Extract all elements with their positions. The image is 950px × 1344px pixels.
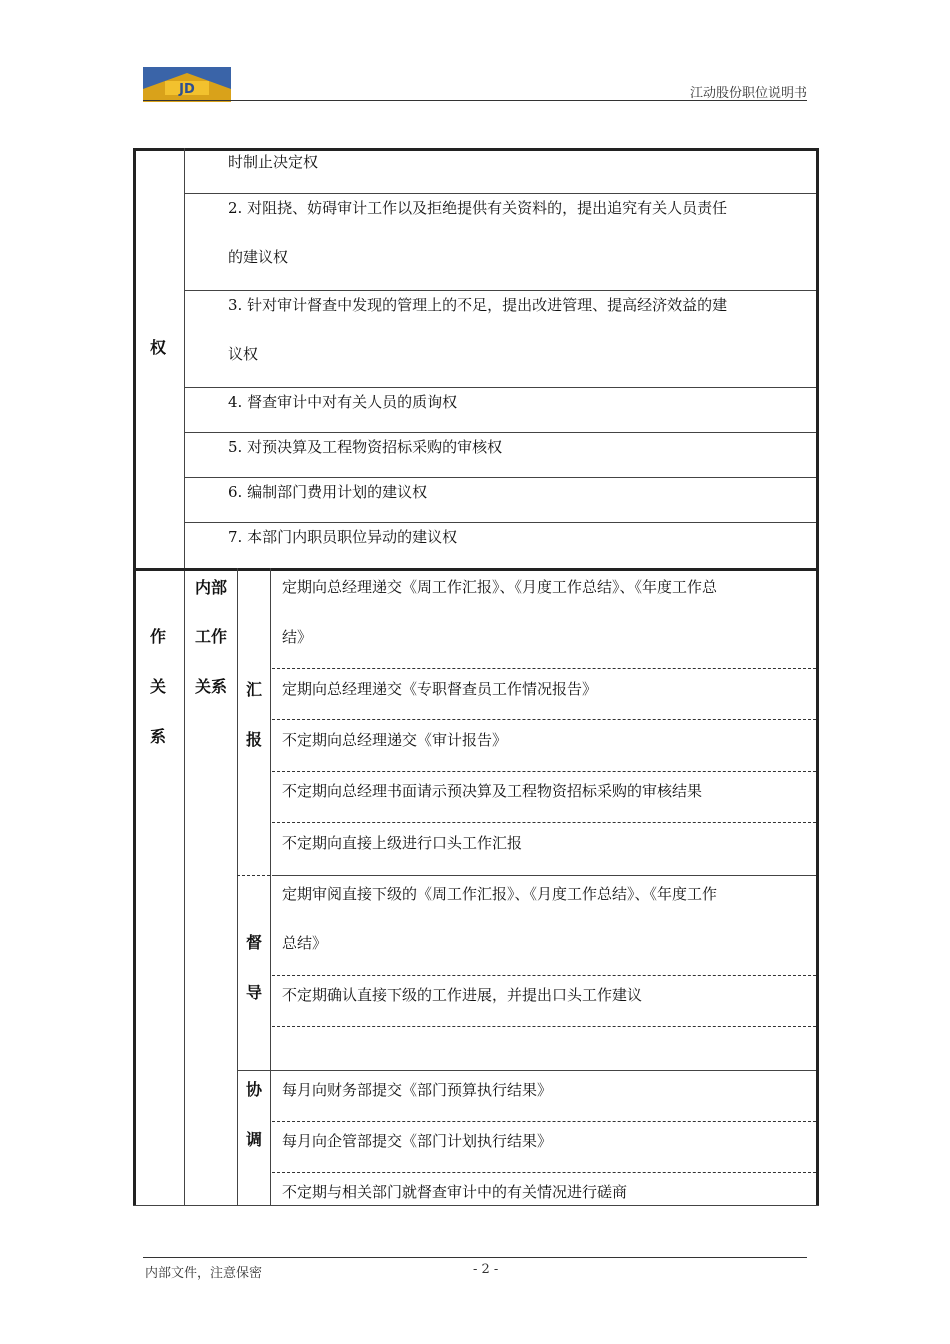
coordinate-item: 每月向企管部提交《部门计划执行结果》 — [282, 1132, 553, 1150]
internal-column-divider — [237, 568, 238, 1206]
supervise-item: 总结》 — [282, 934, 328, 952]
rights-item: 3. 针对审计督查中发现的管理上的不足，提出改进管理、提高经济效益的建 — [228, 296, 728, 314]
supervise-item: 定期审阅直接下级的《周工作汇报》、《月度工作总结》、《年度工作 — [282, 885, 718, 903]
relations-label-char: 作 — [150, 627, 167, 646]
rights-label: 权 — [150, 338, 167, 357]
header-rule — [143, 100, 807, 101]
report-item: 不定期向总经理书面请示预决算及工程物资招标采购的审核结果 — [282, 782, 703, 800]
report-item: 结》 — [282, 628, 313, 646]
relations-label-char: 系 — [150, 727, 167, 746]
footer-rule — [143, 1257, 807, 1258]
document-title: 江动股份职位说明书 — [689, 86, 807, 101]
rights-item: 6. 编制部门费用计划的建议权 — [228, 483, 428, 501]
supervise-label-char: 导 — [246, 983, 263, 1002]
table-right-border — [816, 148, 819, 1206]
internal-label: 工作 — [195, 627, 228, 646]
company-logo — [143, 67, 231, 102]
relations-label-char: 关 — [150, 677, 167, 696]
rights-item: 的建议权 — [228, 248, 289, 266]
rights-item: 4. 督查审计中对有关人员的质询权 — [228, 393, 458, 411]
internal-label: 关系 — [195, 677, 228, 696]
report-item: 不定期向直接上级进行口头工作汇报 — [282, 834, 523, 852]
rights-item: 7. 本部门内职员职位异动的建议权 — [228, 528, 458, 546]
page-number: - 2 - — [473, 1262, 499, 1277]
supervise-column-divider — [270, 875, 271, 1206]
report-column-divider — [270, 568, 271, 875]
label-column-divider — [184, 148, 185, 1206]
coordinate-item: 每月向财务部提交《部门预算执行结果》 — [282, 1081, 553, 1099]
report-item: 定期向总经理递交《周工作汇报》、《月度工作总结》、《年度工作总 — [282, 578, 718, 596]
table-left-border — [133, 148, 136, 1206]
coordinate-item: 不定期与相关部门就督查审计中的有关情况进行磋商 — [282, 1183, 628, 1201]
group-divider-dashed — [237, 875, 270, 876]
supervise-label-char: 督 — [246, 933, 263, 952]
footer-confidential-note: 内部文件，注意保密 — [145, 1266, 263, 1281]
row-divider-dashed — [272, 1026, 816, 1027]
report-label-char: 汇 — [246, 680, 263, 699]
report-label-char: 报 — [246, 730, 263, 749]
internal-label: 内部 — [195, 578, 228, 597]
coordinate-label-char: 协 — [246, 1080, 263, 1099]
report-item: 定期向总经理递交《专职督查员工作情况报告》 — [282, 680, 598, 698]
logo-text: JD — [179, 82, 195, 97]
rights-item: 时制止决定权 — [228, 153, 319, 171]
rights-item: 议权 — [228, 345, 259, 363]
coordinate-label-char: 调 — [246, 1130, 263, 1149]
rights-item: 2. 对阻挠、妨碍审计工作以及拒绝提供有关资料的，提出追究有关人员责任 — [228, 199, 728, 217]
rights-item: 5. 对预决算及工程物资招标采购的审核权 — [228, 438, 503, 456]
supervise-item: 不定期确认直接下级的工作进展，并提出口头工作建议 — [282, 986, 643, 1004]
report-item: 不定期向总经理递交《审计报告》 — [282, 731, 508, 749]
